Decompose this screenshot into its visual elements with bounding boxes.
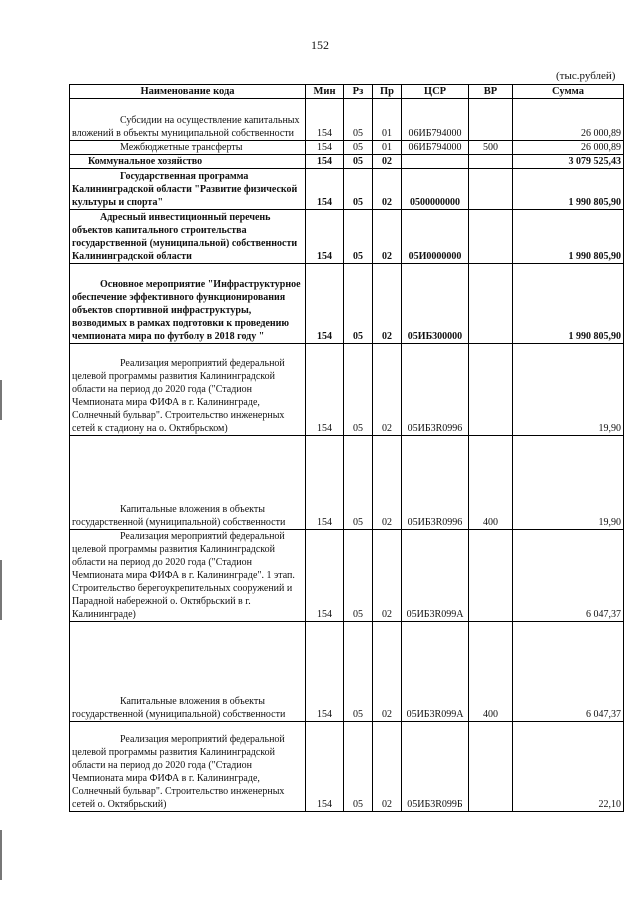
row-csr: 05ИБ3R099А xyxy=(402,530,469,622)
table-row xyxy=(70,141,624,155)
row-min: 154 xyxy=(306,530,344,622)
header-csr: ЦСР xyxy=(402,85,469,99)
row-pr: 02 xyxy=(373,622,402,722)
row-name: Основное мероприятие "Инфраструктурное обеспечение эффективного функционирования объектов спортивной инфраструктуры, возводимых в рамках подготовки к проведению чемпионата мира по футболу в 2018 году " xyxy=(72,279,301,342)
row-pr: 02 xyxy=(373,210,402,264)
table-row xyxy=(70,155,624,169)
row-vr: 400 xyxy=(469,622,513,722)
row-rz: 05 xyxy=(344,210,373,264)
row-pr: 02 xyxy=(373,155,402,169)
row-rz: 05 xyxy=(344,99,373,141)
page-number: 152 xyxy=(311,38,329,52)
row-pr: 02 xyxy=(373,436,402,530)
row-rz: 05 xyxy=(344,622,373,722)
row-rz: 05 xyxy=(344,169,373,210)
row-name: Адресный инвестиционный перечень объектов капитального строительства государственной (муниципальной) собственности Калининградской области xyxy=(72,212,298,262)
row-pr: 02 xyxy=(373,264,402,344)
row-rz: 05 xyxy=(344,530,373,622)
row-csr: 05ИБ3R099А xyxy=(402,622,469,722)
row-pr: 02 xyxy=(373,530,402,622)
row-sum: 1 990 805,90 xyxy=(513,264,624,344)
row-name: Реализация мероприятий федеральной целевой программы развития Калининградской области на период до 2020 года ("Стадион Чемпионата мира ФИФА в г. Калининграде, Солнечный бульвар". Строительство инженерных сетей к стадиону на о. Октябрьском) xyxy=(72,358,285,434)
row-sum: 1 990 805,90 xyxy=(513,169,624,210)
row-min: 154 xyxy=(306,210,344,264)
row-min: 154 xyxy=(306,155,344,169)
header-name: Наименование кода xyxy=(70,85,306,99)
row-pr: 02 xyxy=(373,344,402,436)
row-csr: 05И0000000 xyxy=(402,210,469,264)
row-rz: 05 xyxy=(344,344,373,436)
row-vr xyxy=(469,344,513,436)
row-csr: 05ИБ3R099Б xyxy=(402,722,469,812)
header-sum: Сумма xyxy=(513,85,624,99)
row-sum: 26 000,89 xyxy=(513,99,624,141)
row-min: 154 xyxy=(306,169,344,210)
row-min: 154 xyxy=(306,264,344,344)
row-rz: 05 xyxy=(344,141,373,155)
scan-edge-mark xyxy=(0,380,2,420)
table-row xyxy=(70,530,624,622)
row-pr: 01 xyxy=(373,99,402,141)
row-csr: 06ИБ794000 xyxy=(402,99,469,141)
row-name: Межбюджетные трансферты xyxy=(120,142,243,153)
row-sum: 1 990 805,90 xyxy=(513,210,624,264)
row-vr xyxy=(469,169,513,210)
row-name: Реализация мероприятий федеральной целевой программы развития Калининградской области на период до 2020 года ("Стадион Чемпионата мира ФИФА в г. Калининграде". 1 этап. Строительство берегоукрепительных сооружений и Парадной набережной о. Октябрьский в г. Калининграде) xyxy=(72,531,295,620)
row-vr: 400 xyxy=(469,436,513,530)
row-pr: 01 xyxy=(373,141,402,155)
row-name: Капитальные вложения в объекты государственной (муниципальной) собственности xyxy=(72,504,286,528)
row-sum: 19,90 xyxy=(513,436,624,530)
row-sum: 3 079 525,43 xyxy=(513,155,624,169)
row-sum: 22,10 xyxy=(513,722,624,812)
row-name: Субсидии на осуществление капитальных вложений в объекты муниципальной собственности xyxy=(72,115,300,139)
row-name: Государственная программа Калининградской области "Развитие физической культуры и спорта" xyxy=(72,171,298,208)
row-name: Капитальные вложения в объекты государственной (муниципальной) собственности xyxy=(72,696,286,720)
row-vr: 500 xyxy=(469,141,513,155)
row-sum: 19,90 xyxy=(513,344,624,436)
row-rz: 05 xyxy=(344,264,373,344)
row-min: 154 xyxy=(306,722,344,812)
table-row xyxy=(70,210,624,264)
table-row xyxy=(70,622,624,722)
row-vr xyxy=(469,530,513,622)
budget-table xyxy=(69,84,624,812)
row-pr: 02 xyxy=(373,722,402,812)
row-sum: 6 047,37 xyxy=(513,530,624,622)
header-vr: ВР xyxy=(469,85,513,99)
row-csr: 0500000000 xyxy=(402,169,469,210)
row-csr xyxy=(402,155,469,169)
table-row xyxy=(70,436,624,530)
table-row xyxy=(70,99,624,141)
row-csr: 05ИБ300000 xyxy=(402,264,469,344)
row-pr: 02 xyxy=(373,169,402,210)
row-vr xyxy=(469,210,513,264)
row-sum: 6 047,37 xyxy=(513,622,624,722)
table-row xyxy=(70,722,624,812)
row-min: 154 xyxy=(306,622,344,722)
row-vr xyxy=(469,99,513,141)
row-name: Реализация мероприятий федеральной целевой программы развития Калининградской области на период до 2020 года ("Стадион Чемпионата мира ФИФА в г. Калининграде, Солнечный бульвар". Строительство инженерных сетей о. Октябрьский) xyxy=(72,734,285,810)
header-rz: Рз xyxy=(344,85,373,99)
row-min: 154 xyxy=(306,344,344,436)
row-vr xyxy=(469,155,513,169)
scan-edge-mark xyxy=(0,560,2,620)
row-min: 154 xyxy=(306,99,344,141)
row-sum: 26 000,89 xyxy=(513,141,624,155)
row-min: 154 xyxy=(306,436,344,530)
row-min: 154 xyxy=(306,141,344,155)
header-pr: Пр xyxy=(373,85,402,99)
row-csr: 05ИБ3R0996 xyxy=(402,344,469,436)
row-name: Коммунальное хозяйство xyxy=(88,156,203,167)
row-vr xyxy=(469,264,513,344)
row-csr: 05ИБ3R0996 xyxy=(402,436,469,530)
scan-edge-mark xyxy=(0,830,2,880)
row-rz: 05 xyxy=(344,155,373,169)
table-header-row xyxy=(70,85,624,99)
row-rz: 05 xyxy=(344,436,373,530)
units-label: (тыс.рублей) xyxy=(556,70,616,82)
table-row xyxy=(70,169,624,210)
row-csr: 06ИБ794000 xyxy=(402,141,469,155)
table-row xyxy=(70,264,624,344)
row-rz: 05 xyxy=(344,722,373,812)
table-row xyxy=(70,344,624,436)
header-min: Мин xyxy=(306,85,344,99)
row-vr xyxy=(469,722,513,812)
